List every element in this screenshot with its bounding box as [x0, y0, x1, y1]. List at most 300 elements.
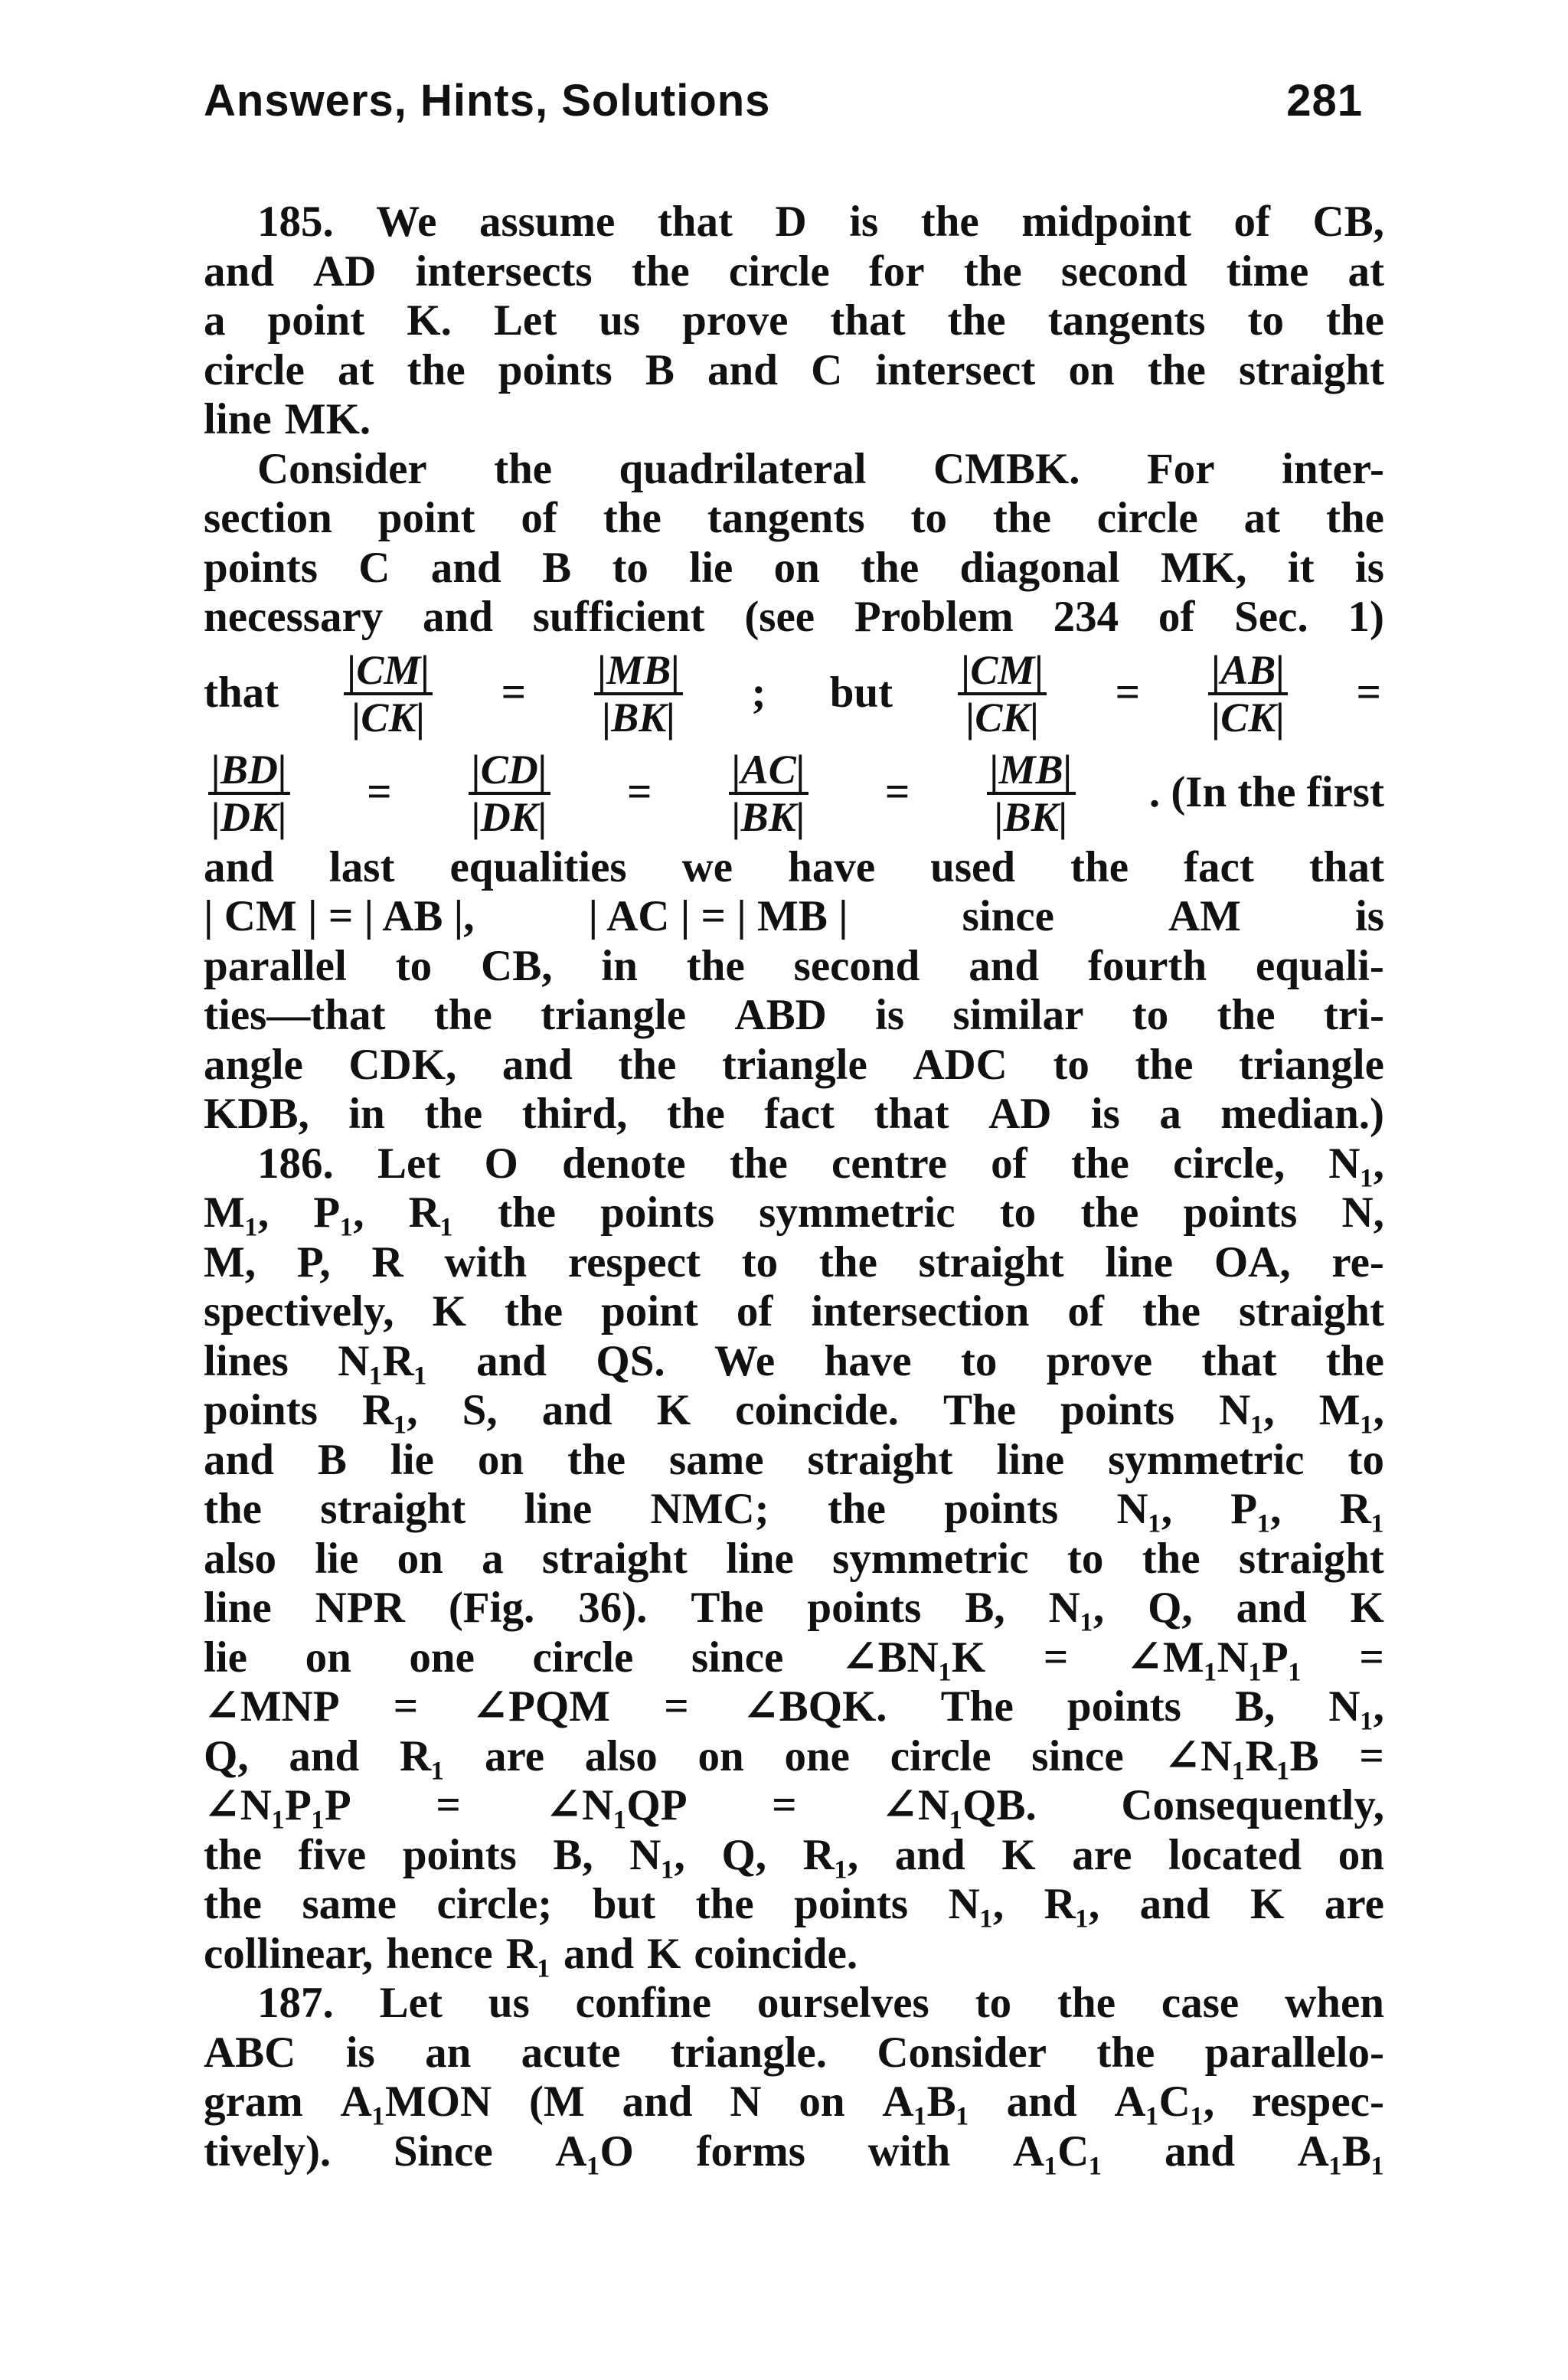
word: to	[612, 543, 648, 592]
word: the	[407, 345, 466, 394]
word: and	[707, 345, 778, 394]
word: ABC	[204, 2028, 296, 2077]
text-line	[204, 1584, 1384, 1633]
page-number: 281	[1286, 76, 1363, 126]
word: =	[436, 1781, 461, 1829]
word: the	[433, 991, 492, 1039]
word: assume	[479, 198, 616, 246]
word: B,	[965, 1584, 1005, 1632]
word: quadrilateral	[619, 444, 867, 493]
numerator: |MB|	[594, 648, 683, 695]
page-header	[204, 75, 1363, 126]
word: For	[1146, 444, 1215, 493]
text-line	[204, 1188, 1384, 1238]
word: the	[1070, 842, 1129, 891]
word: to	[1247, 296, 1284, 345]
word: to	[741, 1237, 779, 1286]
word: 186.	[257, 1139, 334, 1188]
word: and	[501, 1040, 573, 1089]
word: in	[601, 941, 638, 990]
word: line	[726, 1534, 794, 1583]
word: points	[402, 1830, 517, 1879]
word: We	[376, 198, 437, 246]
word: 185.	[257, 198, 334, 246]
text-line	[204, 942, 1384, 992]
word: parallelo-	[1204, 2028, 1384, 2077]
word: line	[996, 1435, 1065, 1484]
word: lie	[315, 1534, 359, 1583]
word: circle	[728, 247, 830, 296]
word: us	[488, 1979, 530, 2027]
word: symmetric	[1108, 1435, 1305, 1484]
equals-sign: =	[884, 768, 910, 817]
text-line	[204, 1238, 1384, 1288]
text-line	[204, 991, 1384, 1041]
word: 187.	[257, 1979, 334, 2027]
word: We	[714, 1336, 776, 1385]
fraction-cm-ck-2	[953, 648, 1051, 740]
word: section	[204, 494, 332, 542]
word: K.	[407, 296, 452, 345]
word: line	[1105, 1237, 1174, 1286]
word: of	[1158, 593, 1195, 641]
text-line	[204, 1535, 1384, 1584]
word: CMBK.	[933, 444, 1080, 493]
word: AM	[1168, 892, 1241, 940]
word: for	[868, 247, 925, 296]
word: that	[657, 198, 733, 246]
fraction-mb-bk-2	[982, 747, 1080, 839]
word: R₁,	[362, 1386, 418, 1434]
equation-line-1	[204, 644, 1384, 744]
word: points	[204, 543, 318, 592]
word: straight	[541, 1534, 688, 1583]
equals-sign: =	[1115, 669, 1141, 718]
word: and	[204, 1435, 274, 1484]
text-line	[204, 346, 1384, 396]
word: points	[1060, 1386, 1175, 1434]
problem-186-text	[204, 1139, 1384, 1980]
word: point	[267, 296, 365, 345]
word: A₁C₁,	[1114, 2078, 1215, 2126]
word: points	[600, 1188, 715, 1237]
word: points	[498, 345, 612, 394]
word: =	[393, 1682, 419, 1731]
word: Let	[379, 1979, 443, 2027]
word: R₁,	[802, 1830, 859, 1879]
word: and	[476, 1336, 547, 1385]
word: and	[1236, 1584, 1307, 1632]
word: Let	[377, 1139, 441, 1188]
text-line	[204, 1041, 1384, 1090]
word: on	[1068, 345, 1115, 394]
word: and	[969, 941, 1040, 990]
word: ∠BN₁K	[841, 1633, 986, 1682]
word: and	[622, 2078, 693, 2126]
word: the	[631, 247, 690, 296]
word: AD	[988, 1090, 1052, 1138]
word: straight	[1238, 1287, 1384, 1335]
word: Consider	[257, 444, 427, 493]
word: is	[345, 2028, 375, 2077]
word: the	[827, 1485, 886, 1533]
word: but	[592, 1880, 656, 1928]
word: K	[1250, 1880, 1285, 1928]
word: and	[204, 247, 274, 296]
word: and	[1139, 1880, 1210, 1928]
word: the	[1135, 1040, 1194, 1089]
fraction-cm-ck	[339, 648, 437, 740]
word: NMC;	[650, 1485, 769, 1533]
word: (M	[529, 2078, 585, 2126]
word: since	[962, 892, 1054, 940]
word: intersect	[875, 345, 1036, 394]
word: lie	[689, 543, 733, 592]
word: fourth	[1087, 941, 1207, 990]
running-title: Answers, Hints, Solutions	[204, 76, 771, 126]
word: Q,	[1148, 1584, 1193, 1632]
word: respect	[567, 1237, 701, 1286]
text-line	[204, 544, 1384, 593]
text-line	[204, 2078, 1384, 2127]
word: line	[204, 1584, 272, 1632]
text-line	[204, 1287, 1384, 1337]
word: of	[521, 494, 557, 542]
word: the	[947, 296, 1006, 345]
word: ∠N₁R₁B	[1164, 1731, 1319, 1780]
word: CB,	[481, 941, 553, 990]
text-line	[204, 593, 1384, 642]
word: the	[204, 1880, 262, 1928]
text-line	[204, 1090, 1384, 1139]
fraction-mb-bk	[590, 648, 688, 740]
word: similar	[952, 991, 1084, 1039]
equation-tail-text: . (In the first	[1148, 768, 1384, 817]
word: angle	[204, 1040, 303, 1089]
denominator: |BK|	[731, 793, 805, 840]
word: A₁MON	[340, 2078, 492, 2126]
word: symmetric	[832, 1534, 1029, 1583]
numerator: |AC|	[729, 747, 808, 795]
word: R₁,	[1044, 1880, 1100, 1928]
word: the	[1325, 1336, 1384, 1385]
word: on	[477, 1435, 524, 1484]
word: circle	[1096, 494, 1198, 542]
word: Since	[393, 2127, 493, 2176]
word: at	[1348, 247, 1384, 296]
text-line	[204, 1930, 1384, 1980]
word: ∠PQM	[472, 1682, 611, 1731]
word: are	[1072, 1830, 1132, 1879]
word: D	[775, 198, 807, 246]
word: N₁,	[1116, 1485, 1172, 1533]
word: Consider	[877, 2028, 1047, 2077]
word: N₁,	[1048, 1584, 1105, 1632]
word: on	[1338, 1830, 1384, 1879]
word: R₁	[1339, 1485, 1384, 1533]
word: points	[807, 1584, 922, 1632]
word: coincide.	[735, 1386, 899, 1434]
word: the	[1057, 1979, 1116, 2027]
word: of	[991, 1139, 1027, 1188]
word: on	[305, 1633, 351, 1682]
text-line	[204, 1831, 1384, 1881]
word: the	[1096, 2028, 1155, 2077]
problem-185-text	[204, 198, 1384, 642]
word: | CM | = | AB |,	[204, 892, 475, 940]
word: OA,	[1214, 1237, 1291, 1286]
word: K	[1001, 1830, 1036, 1879]
word: N₁,	[1328, 1682, 1384, 1731]
word: B	[645, 345, 675, 394]
fraction-cd-dk	[464, 747, 555, 839]
word: =	[1359, 1633, 1384, 1682]
word: have	[824, 1336, 912, 1385]
word: forms	[696, 2127, 805, 2176]
word: Q,	[721, 1830, 767, 1879]
word: hence	[386, 1929, 493, 1978]
word: M,	[204, 1237, 256, 1286]
word: C	[811, 345, 843, 394]
word: have	[788, 842, 876, 891]
word: parallel	[204, 941, 347, 990]
word: equali-	[1256, 941, 1384, 990]
word: spectively,	[204, 1287, 394, 1335]
word: ourselves	[756, 1979, 929, 2027]
numerator: |AB|	[1208, 648, 1288, 695]
word: line	[204, 395, 272, 443]
word: ∠N₁P₁P	[204, 1781, 351, 1829]
word: M₁,	[204, 1188, 270, 1237]
word: the	[1325, 296, 1384, 345]
word: AD	[313, 247, 377, 296]
word: ADC	[913, 1040, 1008, 1089]
word: NPR	[315, 1584, 405, 1632]
word: 36).	[578, 1584, 648, 1632]
word: of	[1067, 1287, 1104, 1335]
text-line	[204, 395, 1384, 445]
word: Let	[493, 296, 557, 345]
word: at	[1243, 494, 1281, 542]
word: R₁	[505, 1929, 550, 1978]
word: to	[1348, 1435, 1384, 1484]
word: tri-	[1323, 991, 1384, 1039]
word: N,	[1341, 1188, 1384, 1237]
word: last	[328, 842, 395, 891]
word: five	[298, 1830, 367, 1879]
word: and	[541, 1386, 612, 1434]
word: A₁O	[555, 2127, 634, 2176]
word: and	[564, 1929, 634, 1978]
word: that	[874, 1090, 949, 1138]
word: prove	[682, 296, 789, 345]
word: O	[484, 1139, 518, 1188]
numerator: |CM|	[344, 648, 433, 695]
word: The	[943, 1386, 1017, 1434]
word: S,	[462, 1386, 498, 1434]
word: an	[425, 2028, 472, 2077]
word: on	[397, 1534, 443, 1583]
word: midpoint	[1021, 198, 1191, 246]
text-line	[204, 445, 1384, 495]
word: the	[1325, 494, 1384, 542]
word: the	[686, 941, 745, 990]
word: ABD	[734, 991, 827, 1039]
word: K	[1350, 1584, 1384, 1632]
text-line	[204, 1386, 1384, 1436]
equals-sign: =	[627, 768, 652, 817]
word: ∠MNP	[204, 1682, 340, 1731]
word: confine	[575, 1979, 711, 2027]
word: the	[567, 1435, 626, 1484]
word: C	[358, 543, 390, 592]
word: point	[377, 494, 475, 542]
semicolon: ;	[751, 669, 766, 718]
word: equalities	[449, 842, 627, 891]
word-that: that	[204, 669, 279, 718]
word: the	[1142, 1534, 1200, 1583]
word: since	[691, 1633, 784, 1682]
word: the	[603, 494, 662, 542]
text-line	[204, 296, 1384, 346]
word: B,	[553, 1830, 593, 1879]
word: the	[1147, 345, 1206, 394]
word: the	[1142, 1287, 1200, 1335]
word: circle,	[1173, 1139, 1285, 1188]
text-line	[204, 1682, 1384, 1732]
word: tangents	[1047, 296, 1206, 345]
numerator: |CD|	[469, 747, 550, 795]
word: N₁,	[629, 1830, 685, 1879]
word: MK,	[1160, 543, 1247, 592]
page-body	[204, 198, 1384, 2176]
equals-sign: =	[1356, 669, 1381, 718]
word: the	[204, 1485, 262, 1533]
word: points	[1183, 1188, 1298, 1237]
word: (see	[744, 593, 815, 641]
word: point	[601, 1287, 698, 1335]
word: to	[960, 1336, 998, 1385]
word: acute	[521, 2028, 621, 2077]
denominator: |CK|	[351, 694, 426, 740]
word: the	[1217, 991, 1276, 1039]
word: of	[1233, 198, 1270, 246]
word: on	[773, 543, 820, 592]
word: ties—that	[204, 991, 386, 1039]
word: ∠BQK.	[742, 1682, 887, 1731]
word: used	[930, 842, 1016, 891]
word: diagonal	[959, 543, 1120, 592]
word: the	[1070, 1139, 1129, 1188]
word: the	[494, 444, 553, 493]
word: B	[542, 543, 572, 592]
word: of	[736, 1287, 773, 1335]
word: since	[1031, 1731, 1124, 1780]
word: A₁C₁	[1012, 2127, 1102, 2176]
word: is	[1090, 1090, 1120, 1138]
word: to	[1132, 991, 1169, 1039]
word: we	[681, 842, 733, 891]
word: Sec.	[1234, 593, 1308, 641]
word: intersection	[811, 1287, 1030, 1335]
problem-185-text-continued	[204, 843, 1384, 1139]
word: denote	[562, 1139, 686, 1188]
word: the	[920, 198, 979, 246]
word: MK.	[284, 395, 371, 443]
word: P,	[296, 1237, 331, 1286]
word: to	[1067, 1534, 1104, 1583]
text-line	[204, 198, 1384, 247]
text-line	[204, 1732, 1384, 1782]
word: The	[691, 1584, 764, 1632]
word: located	[1168, 1830, 1302, 1879]
text-line	[204, 1485, 1384, 1535]
word: that	[830, 296, 906, 345]
word: straight	[807, 1435, 953, 1484]
word: us	[599, 296, 641, 345]
word: K	[432, 1287, 466, 1335]
text-line	[204, 1139, 1384, 1189]
word: and	[1165, 2127, 1235, 2176]
word: with	[444, 1237, 528, 1286]
denominator: |CK|	[965, 694, 1040, 740]
word: straight	[1238, 1534, 1384, 1583]
word: CDK,	[348, 1040, 457, 1089]
word: is	[1354, 892, 1384, 940]
text-line	[204, 247, 1384, 297]
word: triangle	[541, 991, 687, 1039]
word: on	[697, 1731, 744, 1780]
word: (Fig.	[448, 1584, 535, 1632]
word: intersects	[415, 247, 593, 296]
word: re-	[1331, 1237, 1384, 1286]
word: tively).	[204, 2127, 332, 2176]
word: symmetric	[759, 1188, 956, 1237]
word: second	[793, 941, 920, 990]
word: and	[1006, 2078, 1077, 2126]
word: a	[482, 1534, 504, 1583]
numerator: |MB|	[987, 747, 1076, 795]
word: necessary	[204, 593, 384, 641]
text-line	[204, 2029, 1384, 2078]
text-line	[204, 1436, 1384, 1486]
word: and	[204, 842, 274, 891]
word: to	[910, 494, 947, 542]
word: in	[348, 1090, 385, 1138]
word: that	[1308, 842, 1384, 891]
word: straight	[918, 1237, 1064, 1286]
word: lines	[204, 1336, 289, 1385]
fraction-ac-bk	[724, 747, 813, 839]
word: =	[1043, 1633, 1069, 1682]
word: same	[302, 1880, 397, 1928]
problem-187-text	[204, 1979, 1384, 2176]
word: points	[204, 1386, 318, 1434]
word: the	[992, 494, 1051, 542]
word: triangle	[1238, 1040, 1384, 1089]
word: QS.	[596, 1336, 665, 1385]
word: case	[1161, 1979, 1240, 2027]
word: the	[424, 1090, 483, 1138]
word: the	[729, 1139, 788, 1188]
word: The	[940, 1682, 1014, 1731]
word: circle	[890, 1731, 991, 1780]
word: when	[1285, 1979, 1384, 2027]
word: R₁	[399, 1731, 445, 1780]
text-line	[204, 1337, 1384, 1387]
word: centre	[831, 1139, 947, 1188]
word: A₁B₁	[1297, 2127, 1384, 2176]
